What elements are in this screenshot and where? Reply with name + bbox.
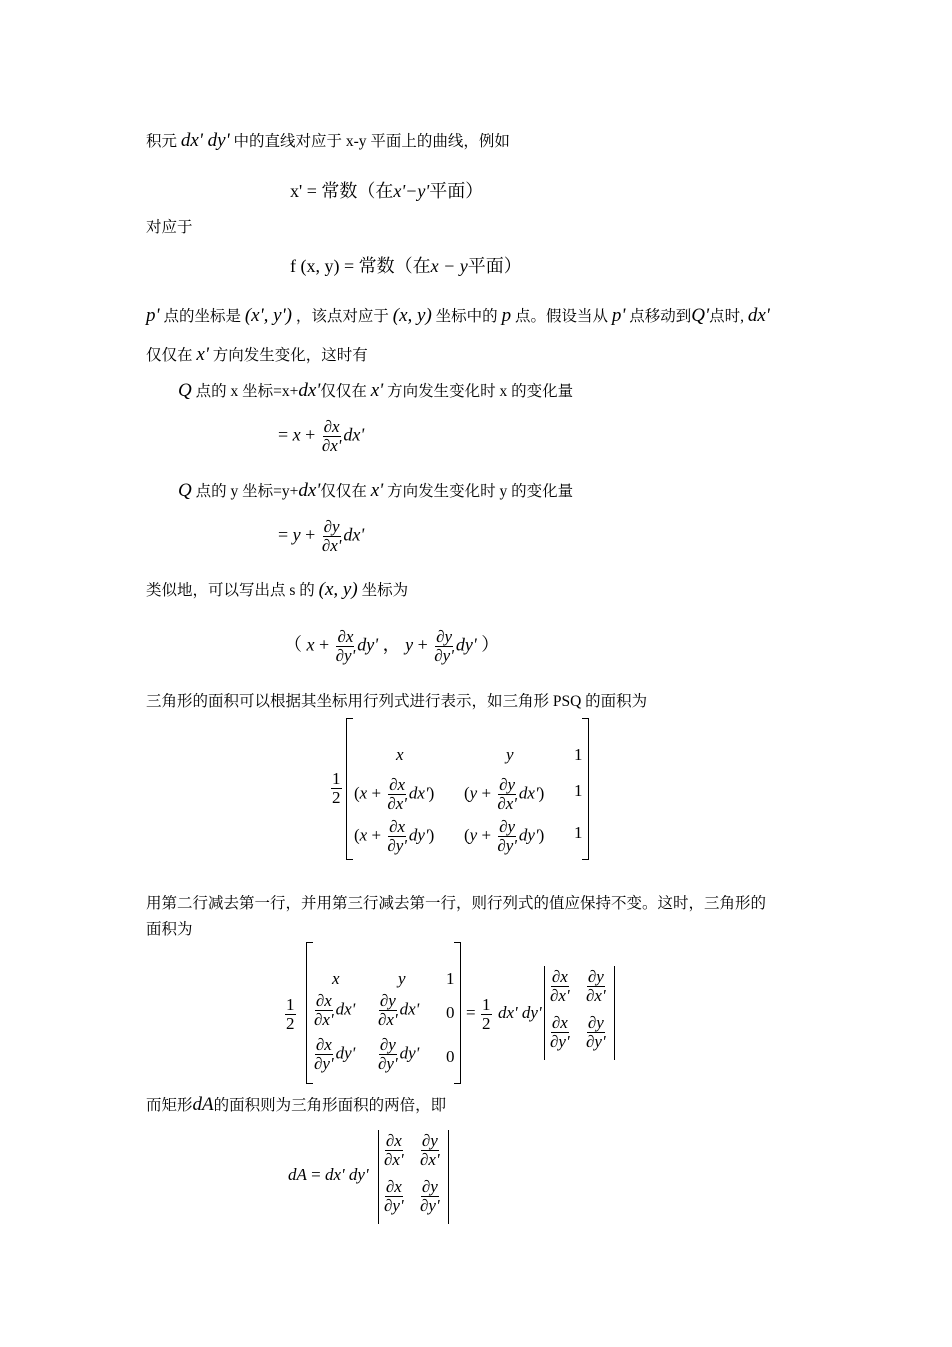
q-x-line — [178, 381, 573, 400]
eq-text: f (x, y) = 常数（在 — [290, 256, 431, 276]
text: 点的 x 坐标=x+ — [195, 383, 299, 400]
equation-dA: dA = dx' dy' $\frac{\partial x}{\partial x'}$ $\frac{\partial y}{\partial x'}$ $\frac{\partial x}{\partial y'}$ $\frac{\partial y}{\partial y'}$ — [288, 1128, 468, 1228]
eq-var: x'−y' — [393, 181, 430, 201]
half-fraction: $\frac{1}{2}$ — [286, 995, 295, 1033]
text: 点时, — [709, 308, 744, 325]
text: 点的 y 坐标=y+ — [195, 483, 299, 500]
subtract-text-2: 面积为 — [146, 921, 193, 938]
math-p-prime: p' — [611, 305, 626, 326]
similar-line — [146, 580, 408, 599]
math-dA: dA — [192, 1094, 214, 1115]
eq-text: 平面） — [429, 181, 484, 201]
math-x-prime: x' — [196, 344, 209, 365]
text: 点。假设当从 — [514, 308, 608, 325]
matrix-2: $\frac{1}{2}$ x y 1 $\frac{\partial x}{\partial x'}$ dx' $\frac{\partial y}{\partial x'}$ dx' 0 $\frac{\partial x}{\partial y'}$ dy' $\frac{\partial y}{\partial y'}$ dy' 0 = $\frac{1}{2}$ dx' dy' $\frac{\partial x}{\partial x'}$ $\frac{\partial y}{\partial x'}$ $\frac{\partial x}{\partial y'}$ $\frac{\partial y}{\partial y'}$ — [284, 942, 624, 1088]
det-bar-left — [544, 966, 545, 1060]
right-bracket — [454, 942, 461, 1084]
text: 坐标中的 — [435, 308, 498, 325]
text: 仅仅在 — [146, 347, 193, 364]
text: 仅仅在 — [320, 483, 367, 500]
text: 积元 — [146, 133, 178, 150]
text: ，该点对应于 — [295, 308, 389, 325]
eq-var: x − y — [430, 256, 468, 276]
equation-2 — [290, 257, 522, 275]
text: 点的坐标是 — [163, 308, 241, 325]
text: 方向发生变化，这时有 — [212, 347, 368, 364]
math-p-prime: p' — [146, 305, 160, 326]
math-xy: (x, y) — [392, 305, 432, 326]
text: 的面积则为三角形面积的两倍，即 — [213, 1097, 447, 1114]
paragraph-2 — [146, 306, 770, 325]
text: 坐标为 — [361, 582, 409, 599]
math-dx-prime: dx' — [298, 380, 321, 401]
rectangle-text — [146, 1095, 446, 1114]
equation-1 — [290, 182, 483, 200]
math-xy: (x, y) — [318, 579, 358, 600]
triangle-text: 三角形的面积可以根据其坐标用行列式进行表示，如三角形 PSQ 的面积为 — [146, 693, 648, 710]
text: 类似地，可以写出点 s 的 — [146, 582, 315, 599]
math-xy-prime: (x', y') — [244, 305, 292, 326]
paragraph-3 — [146, 345, 368, 364]
corresponds-label: 对应于 — [146, 219, 193, 236]
math-x-prime: x' — [370, 380, 384, 401]
det-bar-right — [448, 1130, 449, 1224]
subtract-text-1: 用第二行减去第一行，并用第三行减去第一行，则行列式的值应保持不变。这时，三角形的 — [146, 895, 767, 912]
left-bracket — [346, 718, 353, 860]
text: 仅仅在 — [320, 383, 367, 400]
text: 方向发生变化时 x 的变化量 — [387, 383, 574, 400]
equation-s: （ x + $\frac{\partial x}{\partial y'}$ dy' ， y + $\frac{\partial y}{\partial y'}$ dy' ） — [284, 627, 500, 665]
math-Q: Q — [178, 480, 192, 501]
q-y-line — [178, 481, 573, 500]
math-dxdy: dx' dy' — [180, 130, 230, 151]
paragraph-1 — [146, 131, 510, 150]
math-p: p — [501, 305, 512, 326]
eq-text: x' = 常数（在 — [290, 181, 394, 201]
half-fraction: $\frac{1}{2}$ — [332, 769, 341, 807]
math-dx-prime: dx' — [747, 305, 770, 326]
det-bar-right — [614, 966, 615, 1060]
math-Q: Q — [178, 380, 192, 401]
right-bracket — [582, 718, 589, 860]
math-Q-prime: Q' — [691, 305, 710, 326]
text: 而矩形 — [146, 1097, 193, 1114]
eq-text: 平面） — [467, 256, 522, 276]
matrix-1: $\frac{1}{2}$ x y 1 (x + $\frac{\partial x}{\partial x'}$ dx') (y + $\frac{\partial y}{\partial x'}$ dx') 1 (x + $\frac{\partial x}{\partial y'}$ dy') (y + $\frac{\partial y}{\partial y'}$ dy') 1 — [330, 718, 600, 863]
text: 点移动到 — [629, 308, 692, 325]
math-x-prime: x' — [370, 480, 384, 501]
math-dx-prime: dx' — [298, 480, 321, 501]
equation-qy: = y + $\frac{\partial y}{\partial x'}$ dx' — [278, 517, 365, 555]
det-bar-left — [378, 1130, 379, 1224]
text: 中的直线对应于 x-y 平面上的曲线，例如 — [233, 133, 510, 150]
equation-qx: = x + $\frac{\partial x}{\partial x'}$ dx' — [278, 417, 365, 455]
text: 方向发生变化时 y 的变化量 — [387, 483, 574, 500]
